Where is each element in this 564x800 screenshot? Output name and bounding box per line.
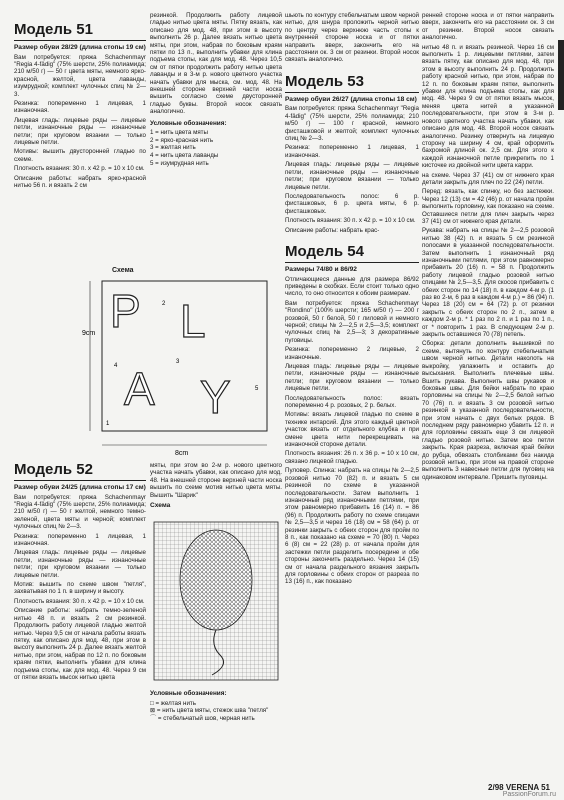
- model-52-motif: Мотив: вышить по схеме швом "петля", захватывая по 1 п. в ширину и высоту.: [14, 581, 146, 596]
- legend-item: ⊠ = нить цвета мяты, стежок шва "петля": [150, 707, 269, 715]
- model-52-desc: Описание работы: набрать темно-зеленой нитью 48 п. и вязать 2 см резинкой. Продолжить работу лицевой гладью желтой нитью. Через 9,5 см от начала работы вязать пятку, как описано для мод. 48, при этом в высоту выполнить 24 р. Далее вязать желтой нитью, при этом, набрав по 12 п. по боковым краям пятки, выполнить убавки для клина подъема стопы, как для мод. 48. Через 9 см от пятки вязать мысок нитью цвета: [14, 607, 146, 681]
- model-54-sleeves: Рукава: набрать на спицы № 2—2,5 розовой нитью 38 (42) п. и вязать 5 см резинкой полосами в указанной последовательности. Затем выполнить 1 изнаночный ряд изнаночными петлями, при этом равномерно прибавить 20 (16) п. = 58 п. Продолжить работу лицевой гладью розовой нитью спицами № 2,5—3,5. Для скосов прибавить с обеих сторон по 14 (18) п. в каждом 4-м р. (1 раз во 2-м, 6 раз в каждом 4-м р.) = 86 (94) п. Через 18 (20) см = 64 (72) р. от резинки закрыть с обеих сторон по 2 п., затем в каждом 2-м р. * 1 раз по 2 п. и 1 раз по 1 п., от * повторить 1 раз. В следующем 2-м р. закрыть оставшиеся 70 (78) петель.: [422, 227, 554, 339]
- model-51-continuation: резинкой. Продолжить работу лицевой гладью нитью цвета мяты. Пятку вязать, как описано для мод. 48, при этом в высоту выполнить 26 р. Далее вязать нитью цвета мяты, при этом, набрав по боковым краям пятки по 13 п., выполнить убавки для клина подъема стопы, как для мод. 48. Через 10,5 см от пятки продолжить работу нитью цвета лаванды и в 3-м р. нового цветного участка начать убавки для мыска, см. мод. 48. На внешней стороне верхней части носка вышить согласно схеме двусторонней гладью буквы. Второй носок связать аналогично.: [150, 12, 282, 116]
- model-54-motifs: Мотивы: вязать лицевой гладью по схеме в технике интарсий. Для этого каждый цветной участок вязать от отдельного клубка и при смене цвета нити перекрещивать на изнаночной стороне детали.: [285, 411, 419, 449]
- model-52-legend-title: Условные обозначения:: [150, 690, 227, 697]
- model-51-size: Размер обуви 28/29 (длина стопы 19 см): [14, 44, 146, 51]
- page-footer: 2/98 VERENA 51: [488, 783, 550, 792]
- column-2: [150, 12, 282, 167]
- model-51-materials: Вам потребуется: пряжа Schachenmayr "Regia 4-fädig" (75% шерсти, 25% полиамида; 210 м/50 г) — 50 г цвета мяты, немного ярко-красной, желтой, цвета лаванды, изумрудной; комплект чулочных спиц № 2—3.: [14, 53, 146, 98]
- scheme-number: 3: [176, 359, 180, 365]
- model-53-gauge: Плотность вязания: 30 п. х 42 р. = 10 х 10 см.: [285, 217, 416, 225]
- model-53-r1: ренней стороне носка и от пятки направить вверх, закончить его на расстоянии ок. 3 см от резинки. Второй носок связать аналогично.: [422, 12, 554, 42]
- page-edge-tab: [558, 40, 564, 110]
- legend-item: □ = желтая нить: [150, 699, 196, 707]
- model-53-intro: шьють по контуру стебельчатым швом черной нитью, для шнура проложить черной нитью по центру через верхнюю часть стопы к внутренней стороне носка и от пятки направить вверх, закончить его на расстоянии ок. 3 см от резинки. Второй носок связать аналогично.: [285, 12, 419, 64]
- dim-width: 8cm: [175, 450, 189, 457]
- model-54-seq: Последовательность полос: вязать попеременно 4 р. розовых, 2 р. белых.: [285, 394, 419, 410]
- model-53-stripes: Последовательность полос: 6 р. фисташковых, 6 р. цвета мяты, 6 р. фисташковых.: [285, 192, 419, 215]
- model-52-scheme-label: Схема: [150, 502, 171, 510]
- model-53-title: Модель 53: [285, 74, 419, 93]
- model-52-legend: [150, 690, 282, 722]
- legend-item: 3 = желтая нить: [150, 144, 196, 152]
- legend-item: 1 = нить цвета мяты: [150, 129, 208, 137]
- letter-p: P: [110, 285, 141, 337]
- model-54-assembly: Сборка: детали дополнить вышивкой по схеме, вытянуть по контуру стебельчатым швом черной нитью. Детали наколоть на выкройку, увлажнить и оставить до высыхания. Выполнить плечевые швы. Вшить рукава. Выполнить швы рукавов и боковые швы. Для бейки набрать по краю горловины на спицы № 2—2,5 белой нитью 70 (76) п. и вязать 3 см розовой нитью резинкой в указанной последовательности, при этом начать с двух белых рядов. В последнем ряду равномерно убавить 12 п. и для горловины связать еще 3 см лицевой гладью розовой нитью. Затем все петли закрыть. Края разреза, включая край бейки до рубца, обвязать столбиками без накида розовой нитью, при этом на правой стороне выполнить 3 навесные петли для пуговиц на одинаковом интервале. Пришить пуговицы.: [422, 340, 554, 481]
- model-53-stst: Лицевая гладь: лицевые ряды — лицевые петли, изнаночные ряды — изнаночные петли; при круговом вязании — только лицевые петли.: [285, 161, 419, 191]
- model-51-motifs: Мотивы: вышить двусторонней гладью по схеме.: [14, 148, 146, 163]
- column-1: [14, 12, 146, 192]
- model-53-materials: Вам потребуется: пряжа Schachenmayr "Regia 4-fädig" (75% шерсти, 25% полиамида; 210 м/50 г) — 100 г красной, немного фисташковой и желтой; комплект чулочных спиц № 2—3.: [285, 105, 419, 143]
- model-51-legend-title: Условные обозначения:: [150, 119, 227, 127]
- model-54-title: Модель 54: [285, 244, 419, 263]
- legend-item: 5 = изумрудная нить: [150, 159, 209, 167]
- letter-a: A: [124, 363, 155, 415]
- model-54-size: Размеры 74/80 и 86/92: [285, 265, 357, 273]
- model-52-stst: Лицевая гладь: лицевые ряды — лицевые петли, изнаночные ряды — изнаночные петли; при круговом вязании — только лицевые петли.: [14, 549, 146, 579]
- model-53-desc: Описание работы: набрать крас-: [285, 226, 380, 234]
- model-51-scheme: [80, 275, 280, 460]
- model-54-note: Отличающиеся данные для размера 86/92 приведены в скобках. Если стоит только одно число, то оно относится к обоим размерам.: [285, 275, 419, 298]
- model-53-rib: Резинка: попеременно 1 лицевая, 1 изнаночная.: [285, 144, 419, 159]
- model-54-back: Пуловер. Спинка: набрать на спицы № 2—2,5 розовой нитью 70 (82) п. и вязать 5 см резинкой по схеме в указанной последовательности. Затем выполнить 1 изнаночный ряд изнаночными петлями, при этом равномерно прибавить 16 (14) п. = 86 (96) п. Продолжить работу по схеме спицами № 2,5—3,5 и через 16 (18) см = 58 (64) р. от резинки закрыть с обеих сторон для пройм по 8 п., как показано на схеме = 70 (80) п. Через 6 (8) см = 22 (28) р. от начала пройм для застежки петли разделить посередине и обе стороны закончить раздельно. Через 14 (15) см от начала раздельного вязания закрыть для горловины с обеих сторон от разреза по 13 (16) п., как показано: [285, 467, 419, 586]
- letter-y: Y: [200, 371, 231, 423]
- legend-item: 4 = нить цвета лаванды: [150, 152, 219, 160]
- model-53-size: Размер обуви 26/27 (длина стопы 18 см): [285, 95, 417, 103]
- model-54-r3: на схеме. Через 37 (41) см от нижнего края детали закрыть для плеч по 22 (24) петли.: [422, 171, 554, 186]
- dim-height: 9cm: [82, 330, 96, 337]
- legend-item: 2 = ярко-красная нить: [150, 136, 214, 144]
- model-52-continuation-block: [150, 462, 282, 512]
- column-3: [285, 12, 419, 588]
- model-54-front: Перед: вязать, как спинку, но без застежки. Через 12 (13) см = 42 (46) р. от начала пройм выполнить горловину, как показано на схеме. Оставшиеся петли для плеч закрыть через 37 (41) см от нижнего края детали.: [422, 188, 554, 225]
- model-51-title: Модель 51: [14, 22, 146, 41]
- model-52-materials: Вам потребуется: пряжа Schachenmayr "Regia 4-fädig" (75% шерсти, 25% полиамида; 210 м/50 г) — 50 г желтой, немного темно-зеленой, цвета мяты и черной; комплект чулочных спиц № 2—3.: [14, 493, 146, 531]
- scheme-number: 1: [106, 421, 110, 427]
- model-51-gauge: Плотность вязания: 30 п. х 42 р. = 10 х 10 см.: [14, 165, 145, 173]
- model-51-stst: Лицевая гладь: лицевые ряды — лицевые петли, изнаночные ряды — изнаночные петли; при круговом вязании — только лицевые петли.: [14, 116, 146, 147]
- scheme-number: 5: [255, 386, 259, 392]
- model-51-scheme-label: Схема: [112, 267, 134, 274]
- model-52-rib: Резинка: попеременно 1 лицевая, 1 изнаночная.: [14, 532, 146, 548]
- model-52-continuation: мяты, при этом во 2-м р. нового цветного участка начать убавки, как описано для мод. 48. На внешней стороне верхней части носка вышить по схеме мотив нитью цвета мяты. Вышить "Шарик": [150, 462, 282, 499]
- watermark: PassionForum.ru: [502, 791, 556, 798]
- model-51-legend: [150, 120, 282, 168]
- model-54-rib: Резинка: попеременно 2 лицевые, 2 изнаночные.: [285, 346, 419, 361]
- model-52-text: [14, 452, 146, 683]
- scheme-number: 2: [162, 301, 166, 307]
- scheme-number: 4: [114, 363, 118, 369]
- model-54-materials: Вам потребуется: пряжа Schachenmayr "Rondino" (100% шерсти; 165 м/50 г) — 200 г розовой, 50 г белой, 50 г лиловой и немного черной; спицы № 2—2,5 и 2,5—3,5; комплект чулочных спиц № 2,5—3; 3 декоративные пуговицы.: [285, 299, 419, 344]
- model-51-desc: Описание работы: набрать ярко-красной нитью 56 п. и вязать 2 см: [14, 174, 146, 190]
- model-52-scheme: [150, 520, 282, 685]
- model-54-gauge: Плотность вязания: 26 п. х 36 р. = 10 х 10 см, связано лицевой гладью.: [285, 450, 419, 465]
- model-52-gauge: Плотность вязания: 30 п. х 42 р. = 10 х 10 см.: [14, 597, 145, 605]
- model-53-r2: нитью 48 п. и вязать резинкой. Через 16 см выполнить 1 р. лицевыми петлями, затем вязать пятку, как описано для мод. 48, при этом в высоту выполнить 24 р. Продолжить работу красной нитью, при этом, набрав по 12 п. по боковым краям пятки, выполнить убавки для клина подъема стопы, как для мод. 48. Через 9 см от пятки вязать мысок, меняя цвета нитей в указанной последовательности, при этом в 3-м р. нового цветного участка начать убавки, как описано для мод. 48. Второй носок связать аналогично. Резинку отвернуть на лицевую сторону на ширину 4 см, край оформить бахромой длиной ок. 2,5 см. Для этого к каждой изнаночной петле прикрепить по 1 кисточке из двойной нити цвета карри.: [422, 43, 554, 170]
- model-54-stst: Лицевая гладь: лицевые ряды — лицевые петли, изнаночные ряды — изнаночные петли; при круговом вязании — только лицевые петли.: [285, 363, 419, 393]
- column-4: [422, 12, 554, 483]
- model-52-size: Размер обуви 24/25 (длина стопы 17 см): [14, 484, 146, 491]
- legend-item: ⌒ = стебельчатый шов, черная нить: [150, 714, 255, 722]
- model-52-title: Модель 52: [14, 462, 146, 481]
- model-51-rib: Резинка: попеременно 1 лицевая, 1 изнаночная.: [14, 100, 146, 115]
- letter-l: L: [180, 295, 206, 347]
